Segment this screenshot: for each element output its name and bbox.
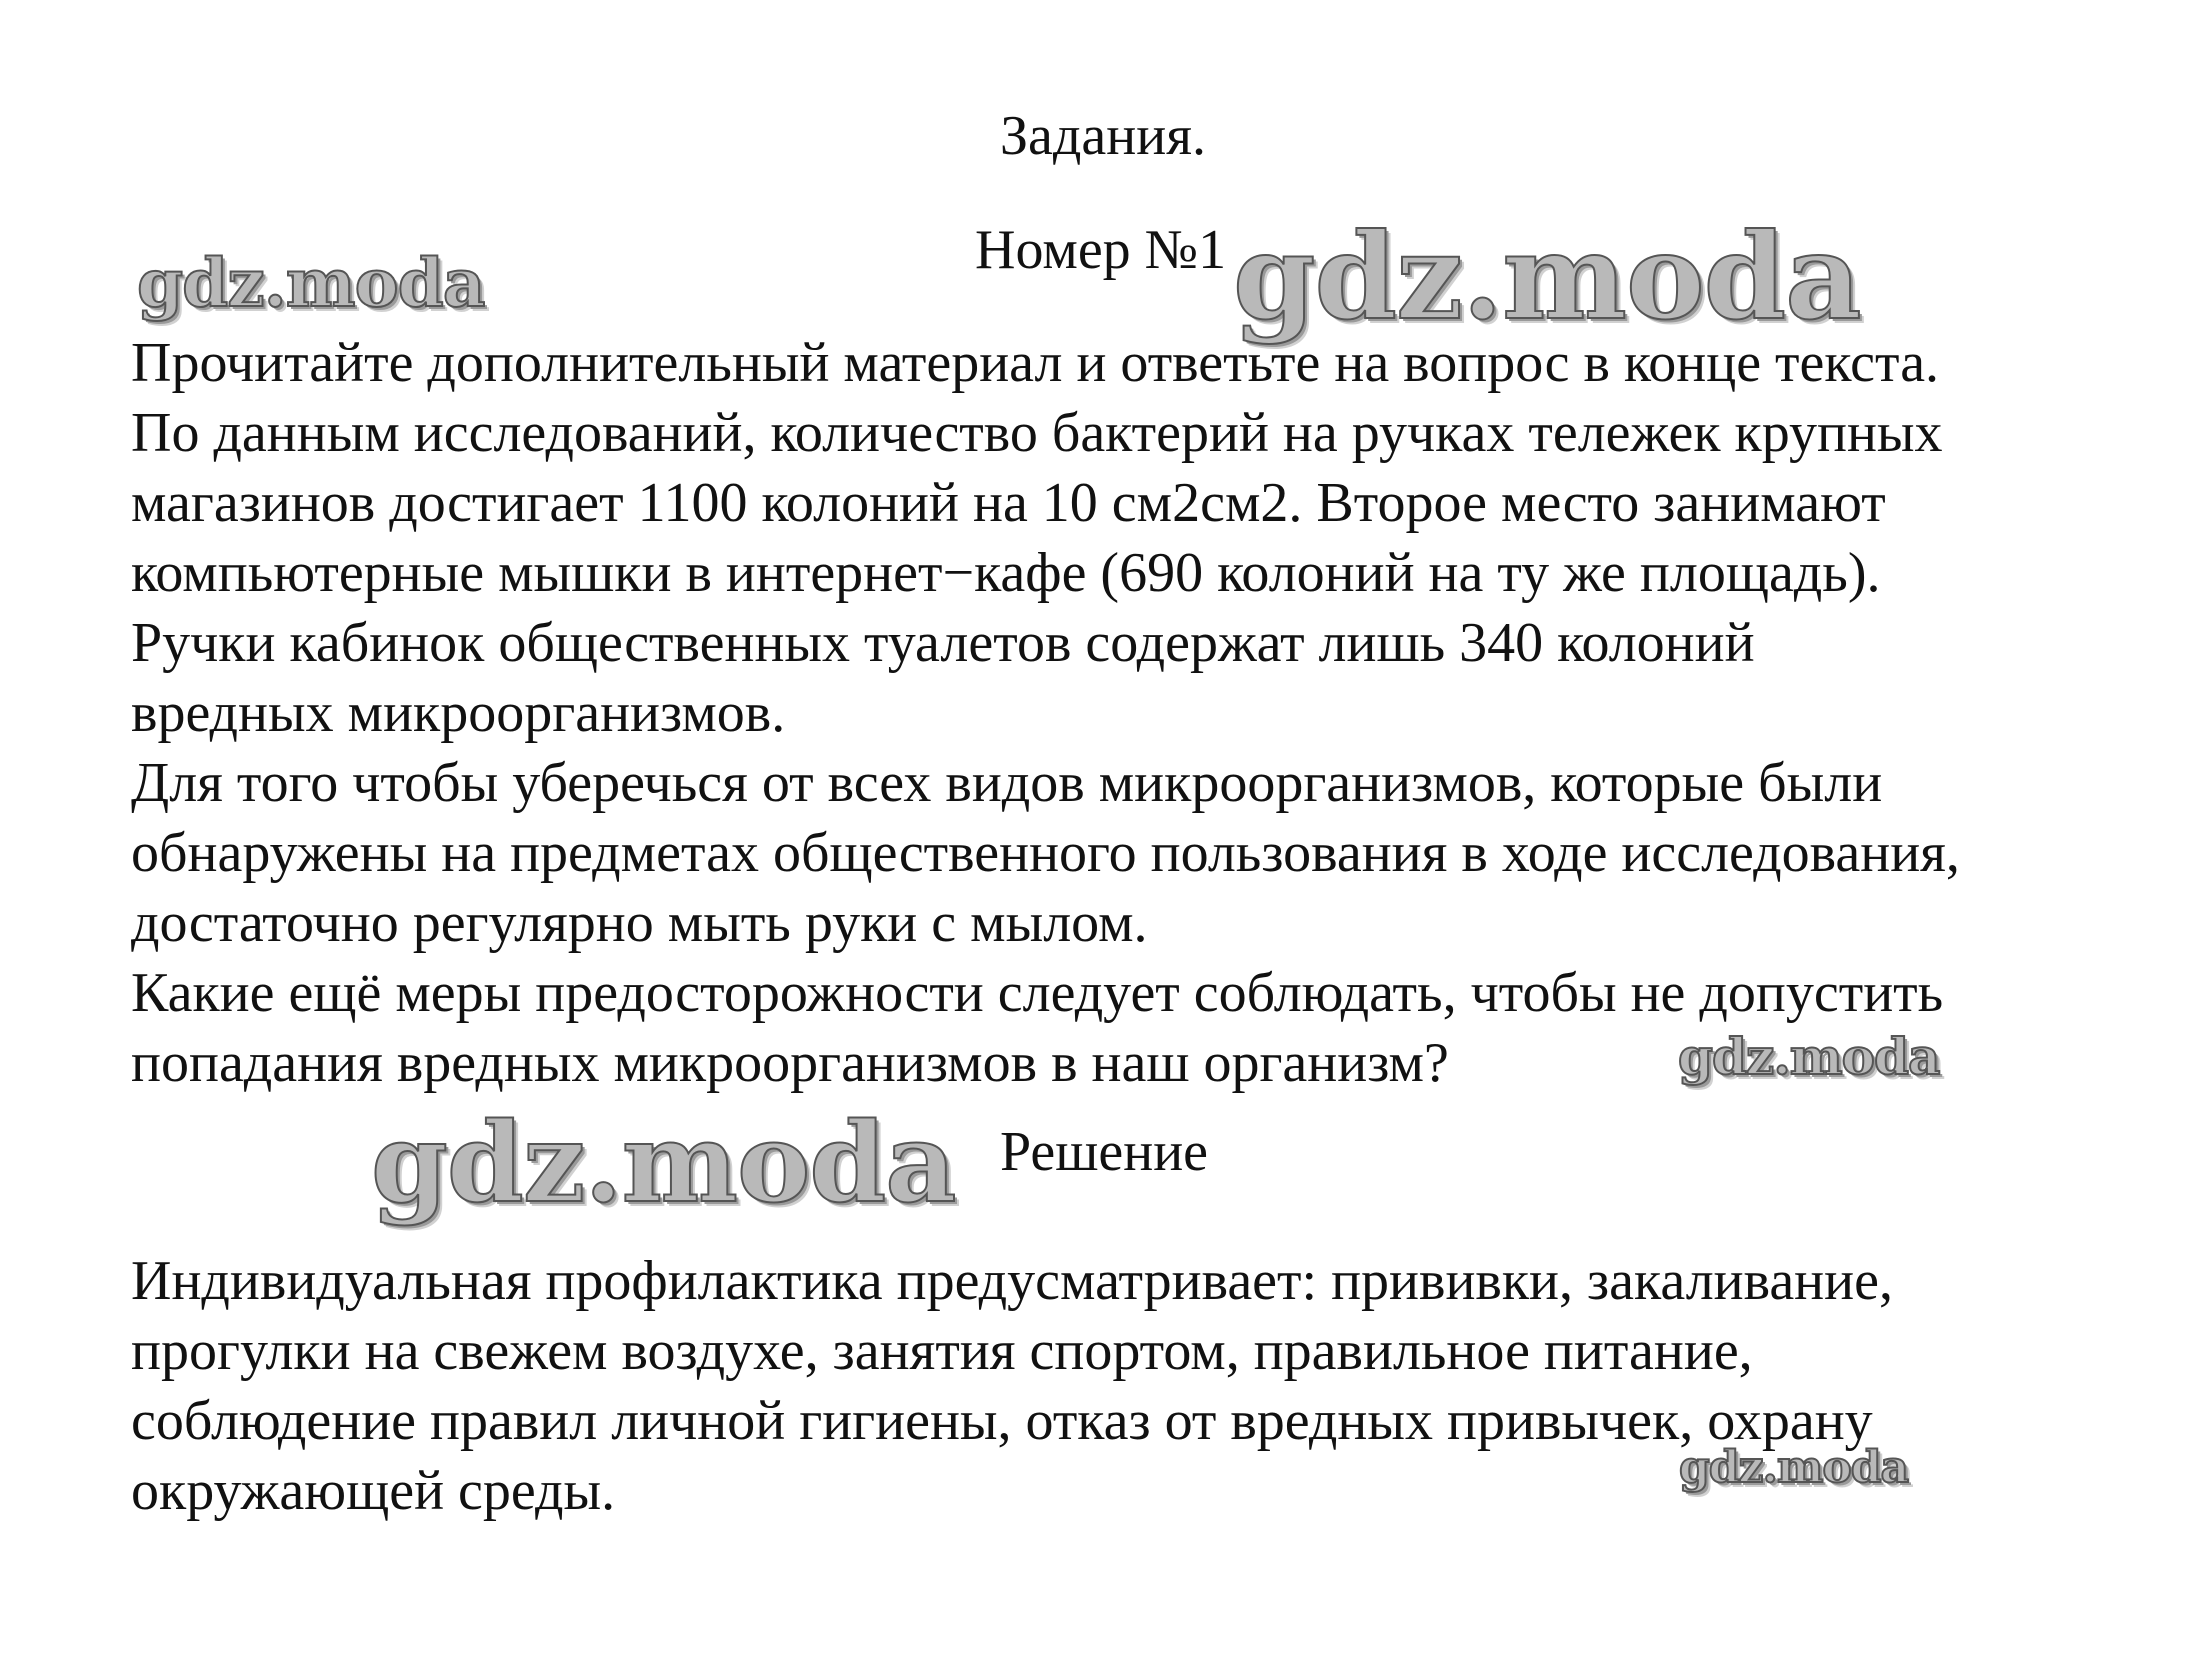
task-line: Прочитайте дополнительный материал и ответьте на вопрос в конце текста.: [131, 332, 1940, 394]
task-line: обнаружены на предметах общественного пользования в ходе исследования,: [131, 822, 1960, 884]
task-question-line: попадания вредных микроорганизмов в наш организм?: [131, 1032, 1449, 1094]
solution-text: [131, 1246, 1893, 1526]
watermark-logo: gdz.moda: [1678, 1027, 1940, 1086]
task-line: вредных микроорганизмов.: [131, 682, 786, 744]
task-line: магазинов достигает 1100 колоний на 10 см2см2. Второе место занимают: [131, 472, 1886, 534]
task-line: Ручки кабинок общественных туалетов содержат лишь 340 колоний: [131, 612, 1755, 674]
watermark-logo: gdz.moda: [371, 1098, 956, 1227]
solution-heading: Решение: [1000, 1121, 1209, 1183]
task-line: компьютерные мышки в интернет−кафе (690 колоний на ту же площадь).: [131, 542, 1881, 604]
task-question-line: Какие ещё меры предосторожности следует соблюдать, чтобы не допустить: [131, 962, 1944, 1024]
task-line: достаточно регулярно мыть руки с мылом.: [131, 892, 1148, 954]
page-title: Задания.: [1000, 105, 1206, 167]
task-line: По данным исследований, количество бактерий на ручках тележек крупных: [131, 402, 1943, 464]
task-line: Для того чтобы уберечься от всех видов микроорганизмов, которые были: [131, 752, 1883, 814]
solution-line: прогулки на свежем воздухе, занятия спортом, правильное питание,: [131, 1320, 1753, 1382]
watermark-logo: gdz.moda: [1679, 1442, 1909, 1493]
watermark-logo: gdz.moda: [137, 244, 485, 322]
solution-line: Индивидуальная профилактика предусматривает: прививки, закаливание,: [131, 1250, 1893, 1312]
task-text: [131, 328, 1960, 1098]
solution-line: соблюдение правил личной гигиены, отказ от вредных привычек, охрану: [131, 1390, 1873, 1452]
watermark-logo: gdz.moda: [1233, 207, 1861, 346]
task-number: Номер №1: [975, 219, 1227, 281]
solution-line: окружающей среды.: [131, 1460, 616, 1522]
